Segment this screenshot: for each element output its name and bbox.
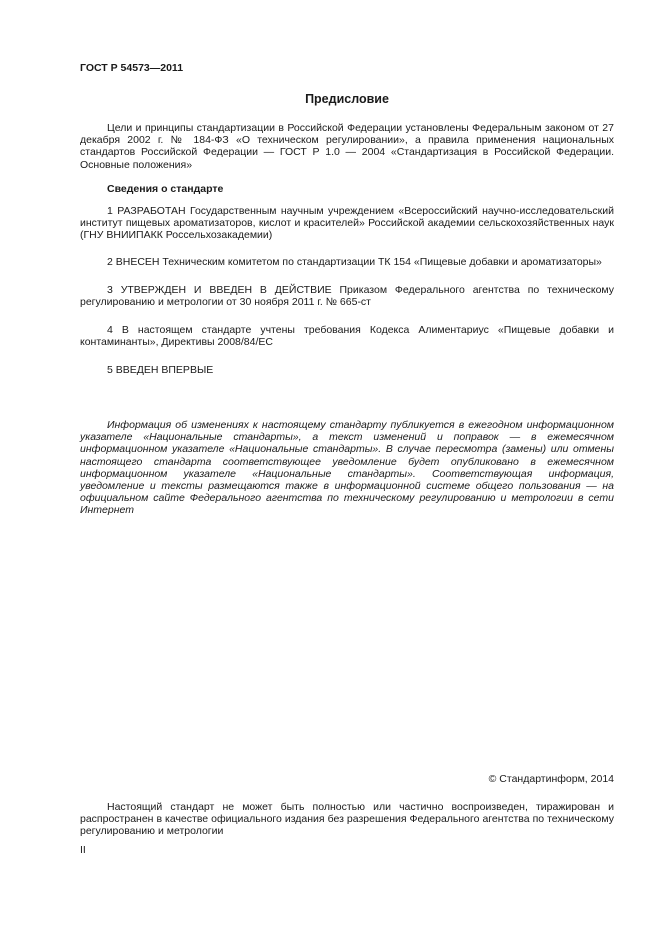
intro-paragraph: Цели и принципы стандартизации в Российской Федерации установлены Федеральным законом от 27 декабря 2002 г. № 184-ФЗ «О техническом регулировании», а правила применения национальных стандартов Российской Федерации — ГОСТ Р 1.0 — 2004 «Стандартизация в Российской Федерации. Основные положения»: [80, 122, 614, 171]
copyright: © Стандартинформ, 2014: [488, 773, 614, 785]
document-code: ГОСТ Р 54573—2011: [80, 62, 184, 74]
info-item-1: 1 РАЗРАБОТАН Государственным научным учреждением «Всероссийский научно-исследовательский институт пищевых ароматизаторов, кислот и красителей» Российской академии сельскохозяйственных наук (ГНУ ВНИИПАКК Россельхозакадемии): [80, 205, 614, 242]
page-title: Предисловие: [305, 92, 389, 106]
page-number: II: [80, 844, 86, 856]
info-item-5: 5 ВВЕДЕН ВПЕРВЫЕ: [107, 364, 214, 376]
info-item-2: 2 ВНЕСЕН Техническим комитетом по стандартизации ТК 154 «Пищевые добавки и ароматизаторы»: [107, 256, 602, 268]
info-heading: Сведения о стандарте: [107, 183, 224, 195]
info-item-3: 3 УТВЕРЖДЕН И ВВЕДЕН В ДЕЙСТВИЕ Приказом Федерального агентства по техническому регулированию и метрологии от 30 ноября 2011 г. № 665-ст: [80, 284, 614, 309]
changes-notice: Информация об изменениях к настоящему стандарту публикуется в ежегодном информационном указателе «Национальные стандарты», а текст изменений и поправок — в ежемесячном информационном указателе «Национальные стандарты». В случае пересмотра (замены) или отмены настоящего стандарта соответствующее уведомление будет опубликовано в ежемесячном информационном указателе «Национальные стандарты». Соответствующая информация, уведомление и тексты размещаются также в информационной системе общего пользования — на официальном сайте Федерального агентства по техническому регулированию и метрологии в сети Интернет: [80, 419, 614, 517]
reproduction-notice: Настоящий стандарт не может быть полностью или частично воспроизведен, тиражирован и распространен в качестве официального издания без разрешения Федерального агентства по техническому регулированию и метрологии: [80, 801, 614, 838]
info-item-4: 4 В настоящем стандарте учтены требования Кодекса Алиментариус «Пищевые добавки и контаминанты», Директивы 2008/84/ЕС: [80, 324, 614, 349]
